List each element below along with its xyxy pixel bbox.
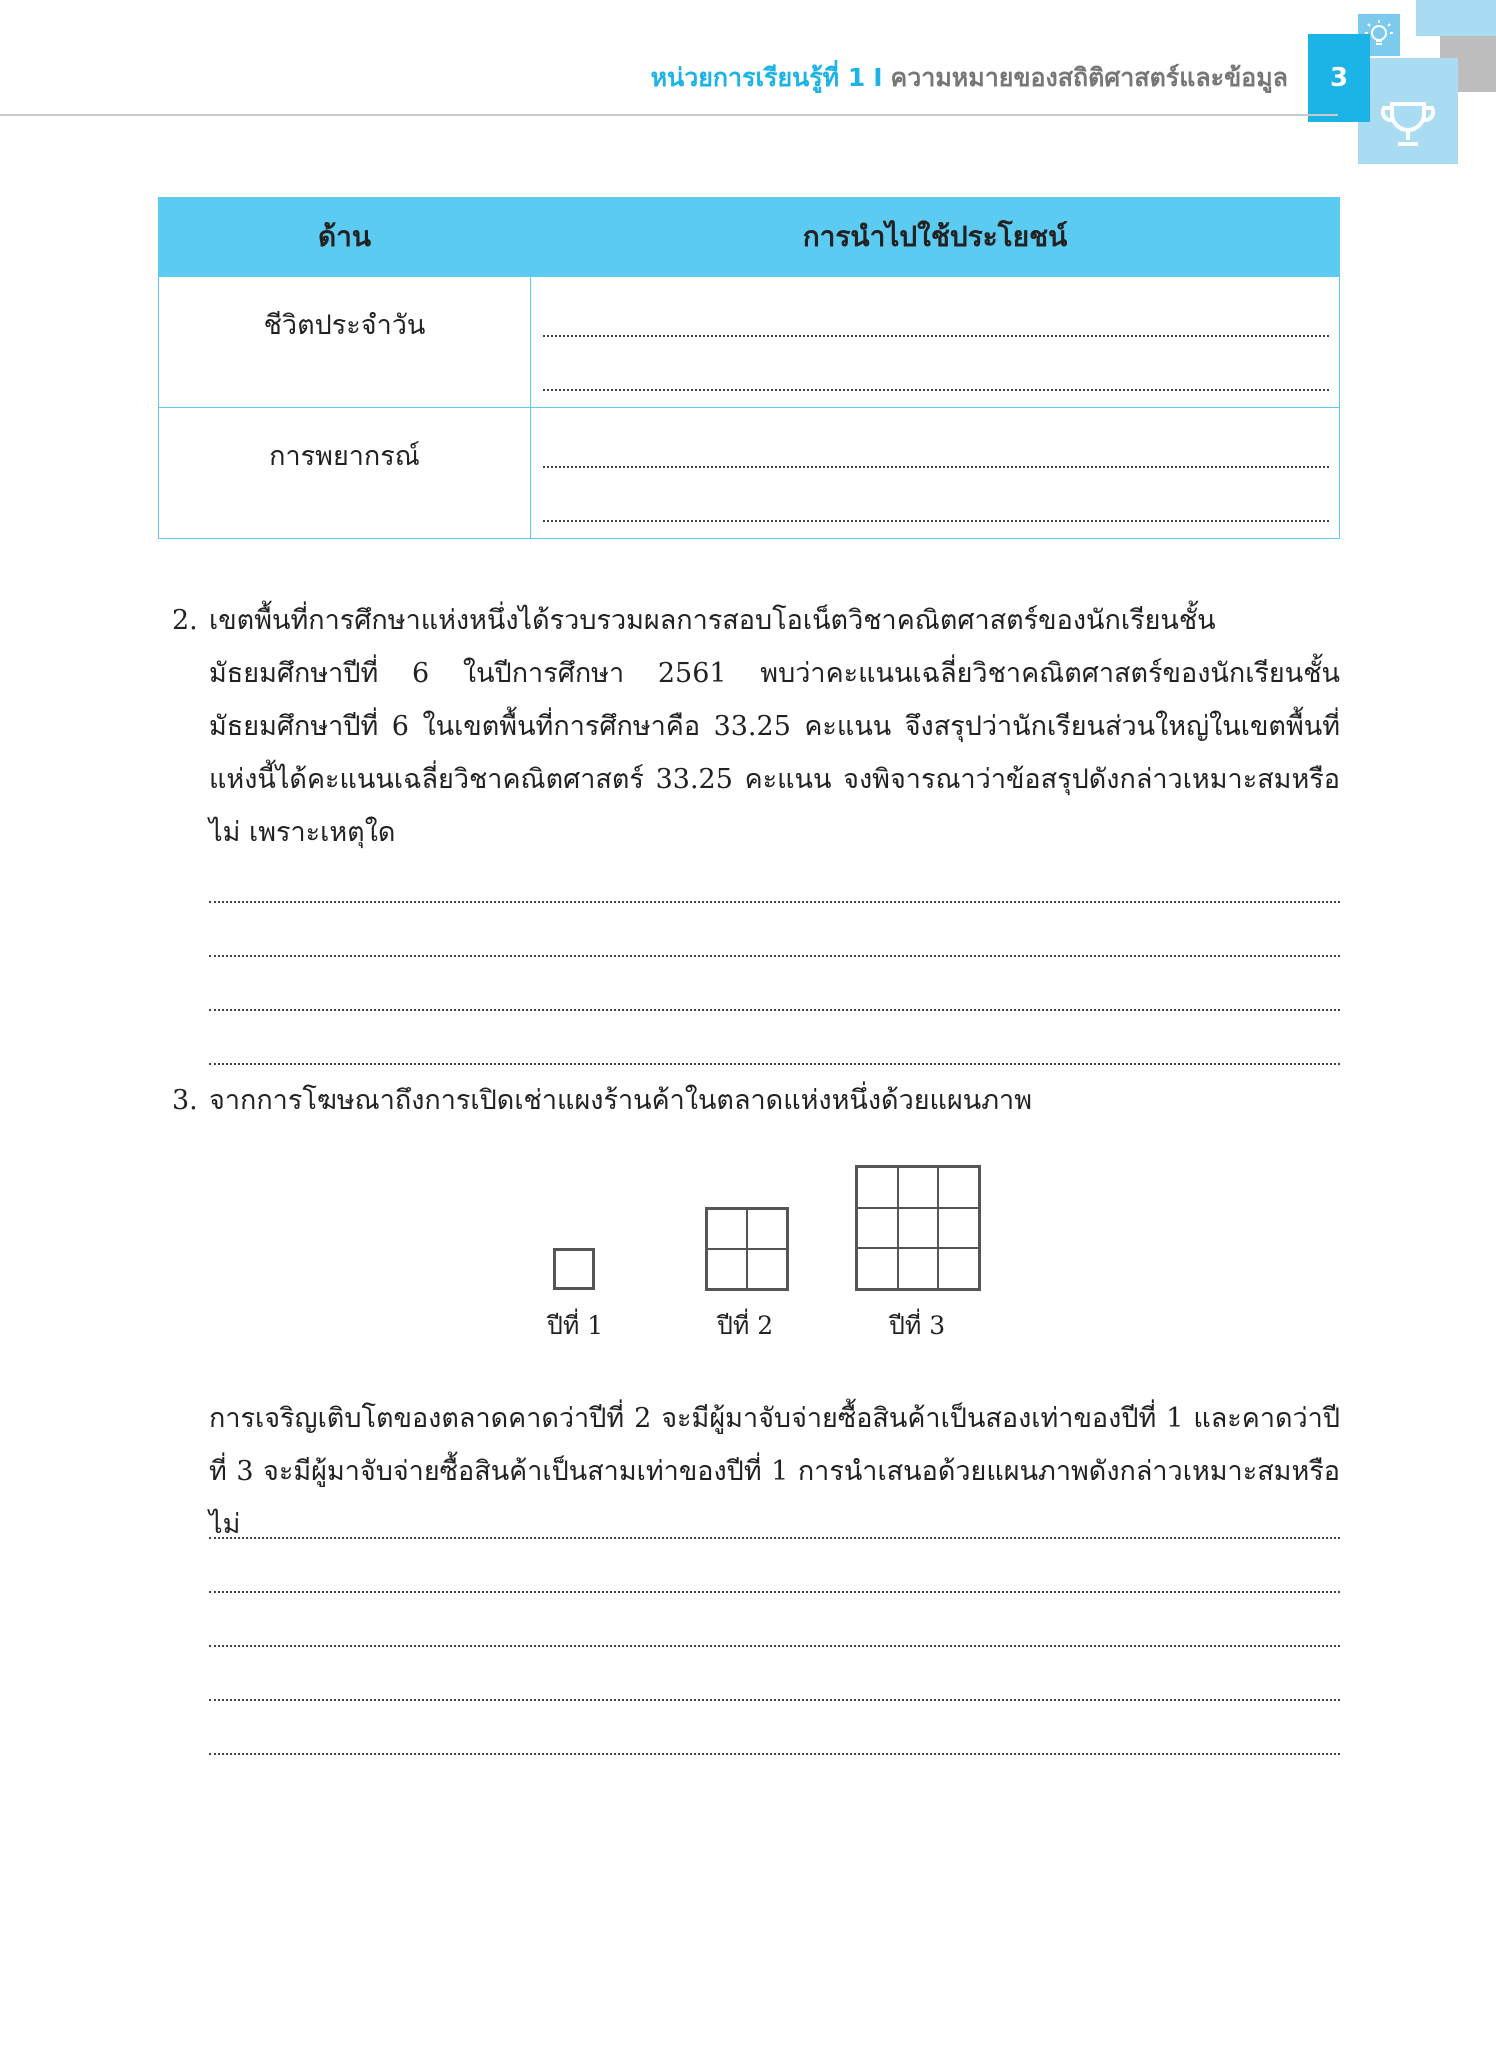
answer-line[interactable] bbox=[209, 1664, 1340, 1701]
table-row bbox=[159, 277, 1340, 408]
stall-cell bbox=[707, 1209, 747, 1249]
year-label: ปีที่ 2 bbox=[717, 1311, 774, 1340]
table-header-row bbox=[159, 198, 1340, 277]
question-number: 3. bbox=[172, 1085, 198, 1116]
header-separator: I bbox=[873, 63, 883, 92]
answer-line[interactable] bbox=[543, 430, 1329, 468]
pictogram-year-2 bbox=[705, 1207, 789, 1291]
column-header-aspect: ด้าน bbox=[159, 198, 531, 277]
running-header bbox=[651, 58, 1288, 98]
answer-line[interactable] bbox=[209, 974, 1340, 1011]
aspect-cell: ชีวิตประจำวัน bbox=[159, 277, 531, 408]
header-divider bbox=[0, 114, 1338, 116]
answer-line[interactable] bbox=[209, 1718, 1340, 1755]
question-3 bbox=[172, 1074, 1340, 1127]
answer-line[interactable] bbox=[543, 299, 1329, 337]
uses-table bbox=[158, 197, 1340, 539]
stall-cell bbox=[938, 1208, 979, 1249]
pictogram-year-1 bbox=[553, 1248, 595, 1290]
page-number: 3 bbox=[1308, 34, 1370, 122]
answer-line[interactable] bbox=[209, 1610, 1340, 1647]
stall-cell bbox=[707, 1249, 747, 1289]
year-label: ปีที่ 3 bbox=[889, 1311, 946, 1340]
question-text: จากการโฆษณาถึงการเปิดเช่าแผงร้านค้าในตลาดแห่งหนึ่งด้วยแผนภาพ bbox=[209, 1085, 1032, 1116]
unit-label: หน่วยการเรียนรู้ที่ 1 bbox=[650, 63, 866, 92]
stall-cell bbox=[747, 1249, 787, 1289]
answer-line[interactable] bbox=[209, 920, 1340, 957]
answer-line[interactable] bbox=[543, 484, 1329, 522]
answer-line[interactable] bbox=[209, 1502, 1340, 1539]
trophy-icon bbox=[1358, 58, 1458, 164]
stall-cell bbox=[938, 1167, 979, 1208]
answer-line[interactable] bbox=[209, 1028, 1340, 1065]
stall-cell bbox=[898, 1248, 939, 1289]
table-row bbox=[159, 408, 1340, 539]
stall-cell bbox=[555, 1250, 593, 1288]
trophy-badge bbox=[1358, 58, 1458, 164]
pictogram-year-3 bbox=[855, 1165, 981, 1291]
stall-cell bbox=[857, 1167, 898, 1208]
stall-cell bbox=[857, 1208, 898, 1249]
column-header-uses: การนำไปใช้ประโยชน์ bbox=[531, 198, 1340, 277]
stall-cell bbox=[938, 1248, 979, 1289]
aspect-cell: การพยากรณ์ bbox=[159, 408, 531, 539]
question-2 bbox=[172, 594, 1340, 859]
followup-text: การเจริญเติบโตของตลาดคาดว่าปีที่ 2 จะมีผู้มาจับจ่ายซื้อสินค้าเป็นสองเท่าของปีที่ 1 และคาดว่าปีที่ 3 จะมีผู้มาจับจ่ายซื้อสินค้าเป็นสามเท่าของปีที่ 1 การนำเสนอด้วยแผนภาพดังกล่าวเหมาะสมหรือไม่ bbox=[209, 1403, 1340, 1540]
answer-line[interactable] bbox=[543, 353, 1329, 391]
question-text: เขตพื้นที่การศึกษาแห่งหนึ่งได้รวบรวมผลการสอบโอเน็ตวิชาคณิตศาสตร์ของนักเรียนชั้นมัธยมศึกษาปีที่ 6 ในปีการศึกษา 2561 พบว่าคะแนนเฉลี่ยวิชาคณิตศาสตร์ของนักเรียนชั้นมัธยมศึกษาปีที่ 6 ในเขตพื้นที่การศึกษาคือ 33.25 คะแนน จึงสรุปว่านักเรียนส่วนใหญ่ในเขตพื้นที่แห่งนี้ได้คะแนนเฉลี่ยวิชาคณิตศาสตร์ 33.25 คะแนน จงพิจารณาว่าข้อสรุปดังกล่าวเหมาะสมหรือไม่ เพราะเหตุใด bbox=[209, 605, 1340, 848]
answer-line[interactable] bbox=[209, 866, 1340, 903]
stall-cell bbox=[898, 1167, 939, 1208]
answer-lines-q3 bbox=[209, 1502, 1340, 1772]
stall-cell bbox=[857, 1248, 898, 1289]
stall-cell bbox=[898, 1208, 939, 1249]
year-label: ปีที่ 1 bbox=[547, 1311, 604, 1340]
header-decoration-strip bbox=[1416, 0, 1496, 36]
answer-line[interactable] bbox=[209, 1556, 1340, 1593]
stall-cell bbox=[747, 1209, 787, 1249]
question-number: 2. bbox=[172, 605, 198, 636]
answer-cell[interactable] bbox=[531, 408, 1340, 539]
answer-lines-q2 bbox=[209, 866, 1340, 1082]
unit-topic: ความหมายของสถิติศาสตร์และข้อมูล bbox=[890, 63, 1288, 92]
answer-cell[interactable] bbox=[531, 277, 1340, 408]
